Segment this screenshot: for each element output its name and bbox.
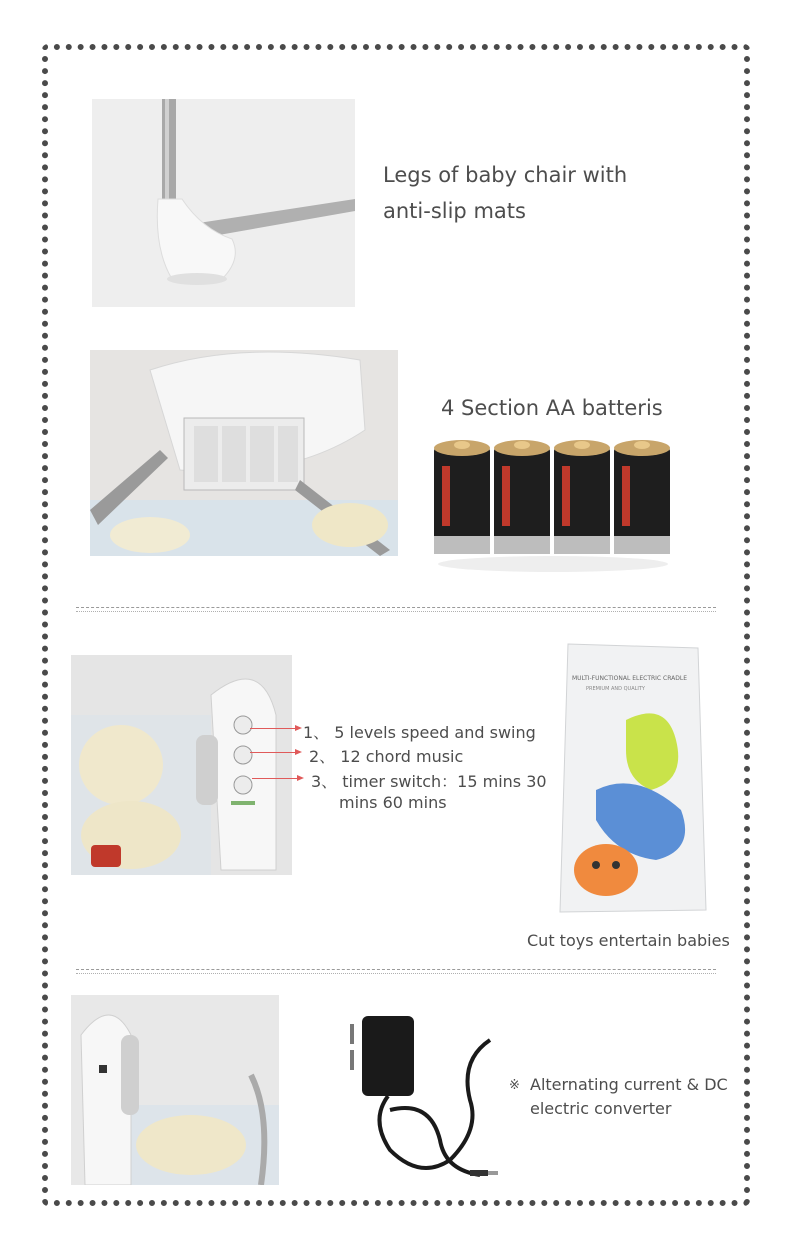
arrow-icon <box>250 752 296 753</box>
control-item-2: 2、 12 chord music <box>309 747 464 766</box>
legs-caption-line1: Legs of baby chair with <box>383 163 628 187</box>
control-panel-photo <box>71 655 292 875</box>
power-adapter-image <box>330 1010 506 1190</box>
control-item-1: 1、 5 levels speed and swing <box>303 723 536 742</box>
bag-label-2: PREMIUM AND QUALITY <box>586 686 645 692</box>
toys-bag-image <box>556 640 710 916</box>
bag-label-1: MULTI-FUNCTIONAL ELECTRIC CRADLE <box>572 675 687 682</box>
adapter-bullet: ※ <box>509 1078 520 1093</box>
section-divider <box>76 607 716 608</box>
legs-caption-line2: anti-slip mats <box>383 199 526 223</box>
section-divider <box>76 969 716 970</box>
aa-batteries-image <box>430 436 676 576</box>
adapter-caption-line2: electric converter <box>530 1099 672 1118</box>
section-divider <box>76 611 716 612</box>
section-divider <box>76 973 716 974</box>
arrow-icon <box>250 728 296 729</box>
adapter-caption-line1: Alternating current & DC <box>530 1075 728 1094</box>
control-item-3-cont: mins 60 mins <box>339 793 447 812</box>
arrow-icon <box>252 778 298 779</box>
battery-compartment-photo <box>90 350 398 556</box>
chair-top-photo <box>71 995 279 1185</box>
legs-photo <box>92 99 355 307</box>
control-item-3: 3、 timer switch：15 mins 30 <box>311 772 547 791</box>
batteries-caption: 4 Section AA batteris <box>441 396 663 420</box>
toys-caption: Cut toys entertain babies <box>527 931 730 950</box>
